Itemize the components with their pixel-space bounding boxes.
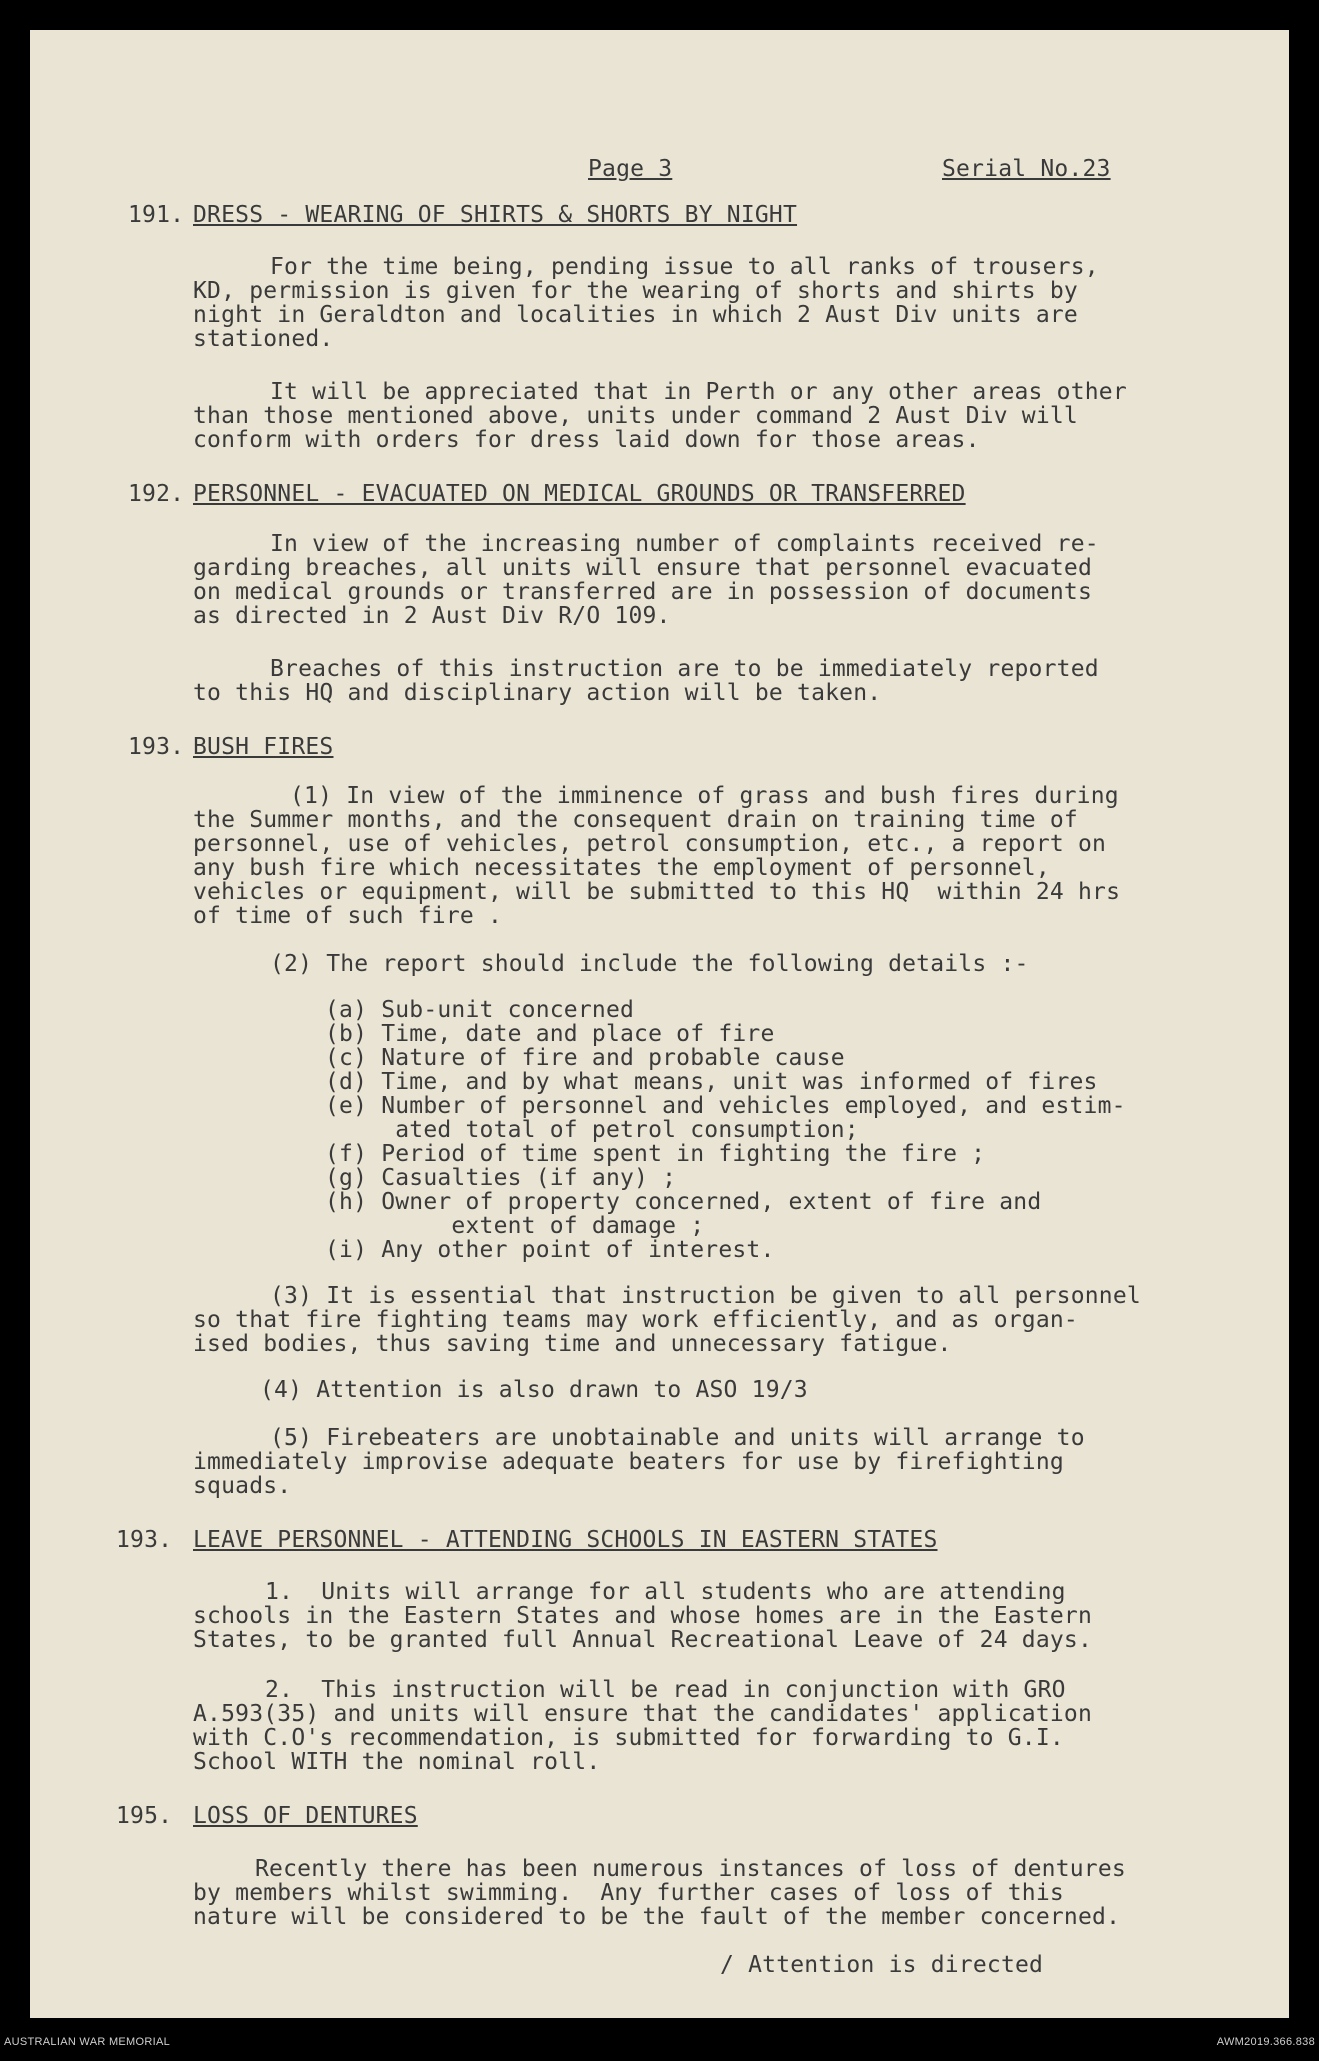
list-item: (i) Any other point of interest. <box>325 1237 775 1263</box>
document-page <box>30 30 1289 2018</box>
paragraph-line: nature will be considered to be the fault of the member concerned. <box>193 1904 1121 1930</box>
paragraph-line: by members whilst swimming. Any further cases of loss of this <box>193 1880 1064 1906</box>
list-item: extent of damage ; <box>325 1213 705 1239</box>
paragraph-line: Breaches of this instruction are to be immediately reported <box>270 656 1099 682</box>
list-item: (f) Period of time spent in fighting the fire ; <box>325 1141 986 1167</box>
list-item: (d) Time, and by what means, unit was informed of fires <box>325 1069 1098 1095</box>
paragraph-line: garding breaches, all units will ensure that personnel evacuated <box>193 555 1093 581</box>
paragraph-line: schools in the Eastern States and whose homes are in the Eastern <box>193 1603 1093 1629</box>
section-192-number: 192. <box>128 481 185 507</box>
paragraph-line: It will be appreciated that in Perth or any other areas other <box>270 379 1127 405</box>
section-195-number: 195. <box>116 1803 173 1829</box>
footer-accession: AWM2019.366.838 <box>1216 2036 1315 2048</box>
section-193b-number: 193. <box>116 1527 173 1553</box>
list-item: (g) Casualties (if any) ; <box>325 1165 677 1191</box>
continuation-note: / Attention is directed <box>720 1952 1044 1978</box>
paragraph-line: (4) Attention is also drawn to ASO 19/3 <box>260 1377 808 1403</box>
serial-number: Serial No.23 <box>942 156 1111 182</box>
paragraph-line: 2. This instruction will be read in conjunction with GRO <box>265 1677 1066 1703</box>
paragraph-line: stationed. <box>193 326 334 352</box>
paragraph-line: than those mentioned above, units under command 2 Aust Div will <box>193 403 1078 429</box>
paragraph-line: A.593(35) and units will ensure that the candidates' application <box>193 1701 1093 1727</box>
paragraph-line: as directed in 2 Aust Div R/O 109. <box>193 603 671 629</box>
paragraph-line: (2) The report should include the following details :- <box>270 951 1029 977</box>
list-item: (c) Nature of fire and probable cause <box>325 1045 845 1071</box>
paragraph-line: Recently there has been numerous instances of loss of dentures <box>255 1856 1126 1882</box>
section-191-number: 191. <box>128 202 185 228</box>
paragraph-line: ised bodies, thus saving time and unnecessary fatigue. <box>193 1331 952 1357</box>
paragraph-line: (3) It is essential that instruction be given to all personnel <box>270 1283 1141 1309</box>
footer-institution: AUSTRALIAN WAR MEMORIAL <box>4 2036 171 2048</box>
list-item: ated total of petrol consumption; <box>325 1117 859 1143</box>
list-item: (a) Sub-unit concerned <box>325 997 635 1023</box>
paragraph-line: immediately improvise adequate beaters for use by firefighting <box>193 1449 1064 1475</box>
paragraph-line: 1. Units will arrange for all students who are attending <box>265 1579 1066 1605</box>
paragraph-line: night in Geraldton and localities in which 2 Aust Div units are <box>193 302 1078 328</box>
section-192-title: PERSONNEL - EVACUATED ON MEDICAL GROUNDS OR TRANSFERRED <box>193 481 966 507</box>
list-item: (e) Number of personnel and vehicles employed, and estim- <box>325 1093 1126 1119</box>
paragraph-line: School WITH the nominal roll. <box>193 1749 601 1775</box>
paragraph-line: the Summer months, and the consequent drain on training time of <box>193 807 1078 833</box>
paragraph-line: to this HQ and disciplinary action will be taken. <box>193 680 882 706</box>
page-number: Page 3 <box>588 156 673 182</box>
paragraph-line: conform with orders for dress laid down for those areas. <box>193 427 980 453</box>
paragraph-line: States, to be granted full Annual Recreational Leave of 24 days. <box>193 1627 1093 1653</box>
paragraph-line: so that fire fighting teams may work efficiently, and as organ- <box>193 1307 1078 1333</box>
paragraph-line: In view of the increasing number of complaints received re- <box>270 531 1099 557</box>
paragraph-line: on medical grounds or transferred are in possession of documents <box>193 579 1093 605</box>
paragraph-line: (1) In view of the imminence of grass and bush fires during <box>290 783 1119 809</box>
list-item: (b) Time, date and place of fire <box>325 1021 775 1047</box>
paragraph-line: with C.O's recommendation, is submitted for forwarding to G.I. <box>193 1725 1064 1751</box>
paragraph-line: For the time being, pending issue to all ranks of trousers, <box>270 254 1099 280</box>
paragraph-line: personnel, use of vehicles, petrol consumption, etc., a report on <box>193 831 1107 857</box>
paragraph-line: squads. <box>193 1473 292 1499</box>
paragraph-line: of time of such fire . <box>193 903 503 929</box>
section-193-title: BUSH FIRES <box>193 734 334 760</box>
section-191-title: DRESS - WEARING OF SHIRTS & SHORTS BY NIGHT <box>193 202 798 228</box>
paragraph-line: any bush fire which necessitates the employment of personnel, <box>193 855 1050 881</box>
section-193-number: 193. <box>128 734 185 760</box>
list-item: (h) Owner of property concerned, extent of fire and <box>325 1189 1042 1215</box>
section-195-title: LOSS OF DENTURES <box>193 1803 418 1829</box>
paragraph-line: KD, permission is given for the wearing of shorts and shirts by <box>193 278 1078 304</box>
section-193b-title: LEAVE PERSONNEL - ATTENDING SCHOOLS IN EASTERN STATES <box>193 1527 938 1553</box>
paragraph-line: vehicles or equipment, will be submitted to this HQ within 24 hrs <box>193 879 1121 905</box>
paragraph-line: (5) Firebeaters are unobtainable and units will arrange to <box>270 1425 1085 1451</box>
